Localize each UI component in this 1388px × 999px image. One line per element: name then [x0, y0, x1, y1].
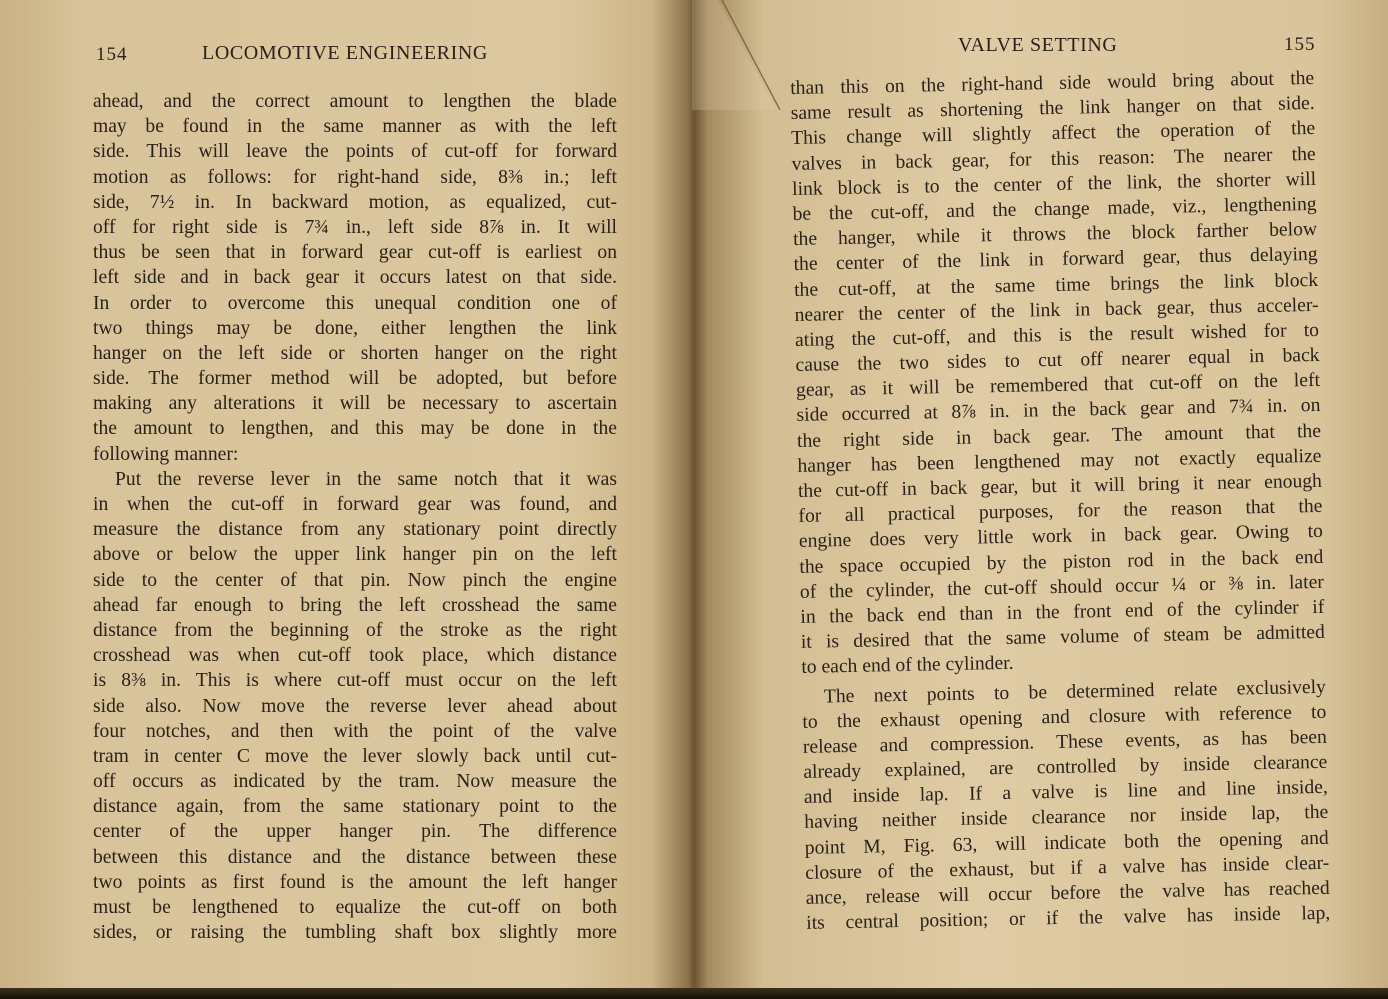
text-line: for all practical purposes, for the reason that the: [798, 496, 1323, 528]
text-line: the cut-off in back gear, but it will bring it near enough: [797, 470, 1323, 502]
text-line: than this on the right-hand side would bring about the: [790, 67, 1315, 99]
running-title: VALVE SETTING: [958, 34, 1118, 56]
page-body: [790, 66, 1330, 936]
text-line: and inside lap. If a valve is line and line inside,: [803, 777, 1328, 809]
text-line: side also. Now move the reverse lever ahead about: [93, 695, 617, 717]
text-line: hanger has been lengthened may not exactly equalize: [797, 445, 1322, 477]
text-line: left side and in back gear it occurs latest on that side.: [93, 267, 617, 289]
text-line: side. The former method will be adopted, but before: [93, 368, 617, 390]
text-line: In order to overcome this unequal condition one of: [93, 292, 617, 314]
running-title: LOCOMOTIVE ENGINEERING: [202, 42, 488, 64]
text-line: hanger on the left side or shorten hanger on the right: [93, 342, 617, 364]
right-page: [692, 0, 1388, 999]
text-line: is 8⅜ in. This is where cut-off must occur on the left: [93, 670, 617, 692]
text-line: closure of the exhaust, but if a valve has inside clear-: [805, 852, 1330, 884]
text-line: the right side in back gear. The amount that the: [796, 420, 1322, 452]
text-line: be the cut-off, and the change made, viz., lengthening: [792, 193, 1317, 225]
text-line: the center of the link in forward gear, thus delaying: [793, 244, 1318, 276]
text-line: The next points to be determined relate exclusively: [823, 676, 1327, 707]
text-line: center of the upper hanger pin. The difference: [93, 821, 617, 843]
text-line: already explained, are controlled by inside clearance: [803, 751, 1328, 783]
text-line: must be lengthened to equalize the cut-off on both: [93, 897, 617, 918]
text-line: This change will slightly affect the operation of the: [791, 118, 1316, 150]
text-line: motion as follows: for right-hand side, 8⅜ in.; left: [93, 166, 617, 188]
text-line: engine does very little work in back gear. Owing to: [798, 521, 1324, 553]
text-line: crosshead was when cut-off took place, which distance: [93, 645, 617, 667]
text-line: same result as shortening the link hanger on that side.: [790, 93, 1315, 125]
text-line: ahead far enough to bring the left crosshead the same: [93, 594, 617, 616]
text-line: measure the distance from any stationary point directly: [93, 519, 617, 541]
text-line: its central position; or if the valve has inside lap,: [806, 902, 1331, 935]
text-line: the cut-off, at the same time brings the link block: [793, 269, 1319, 301]
text-line: nearer the center of the link in back gear, thus acceler-: [794, 294, 1319, 326]
text-line: ahead, and the correct amount to lengthen the blade: [93, 91, 617, 112]
text-line: above or below the upper link hanger pin on the left: [93, 544, 617, 566]
text-line: two things may be done, either lengthen the link: [93, 317, 617, 339]
text-line: link block is to the center of the link, the shorter will: [791, 168, 1317, 200]
text-line: the hanger, while it throws the block farther below: [792, 219, 1318, 251]
left-page: [0, 0, 690, 999]
text-line: in when the cut-off in forward gear was found, and: [93, 494, 617, 515]
text-line: ance, release will occur before the valve has reached: [805, 877, 1330, 909]
text-line: tram in center C move the lever slowly back until cut-: [93, 745, 617, 767]
text-line: cause the two sides to cut off nearer equal in back: [795, 344, 1320, 377]
text-line: following manner:: [93, 443, 239, 465]
page-number: 155: [1284, 34, 1316, 55]
text-line: the amount to lengthen, and this may be done in the: [93, 418, 617, 440]
text-line: side. This will leave the points of cut-off for forward: [93, 141, 617, 163]
text-line: release and compression. These events, as has been: [802, 726, 1327, 758]
text-line: gear, as it will be remembered that cut-off on the left: [795, 370, 1321, 402]
text-line: ating the cut-off, and this is the result wished for to: [794, 319, 1320, 351]
text-line: sides, or raising the tumbling shaft box slightly more: [93, 922, 617, 944]
text-line: distance from the beginning of the stroke as the right: [93, 619, 617, 641]
text-line: valves in back gear, for this reason: The nearer the: [791, 143, 1316, 175]
book-bottom-edge: [0, 988, 1388, 999]
text-line: it is desired that the same volume of steam be admitted: [800, 621, 1325, 654]
text-line: off for right side is 7¾ in., left side 8⅞ in. It will: [93, 216, 617, 238]
text-line: to each end of the cylinder.: [801, 653, 1014, 679]
text-line: of the cylinder, the cut-off should occur ¼ or ⅜ in. later: [799, 571, 1325, 603]
text-line: point M, Fig. 63, will indicate both the opening and: [804, 827, 1329, 859]
text-line: side, 7½ in. In backward motion, as equalized, cut-: [93, 191, 617, 213]
text-line: in the back end than in the front end of the cylinder if: [800, 596, 1325, 628]
text-line: thus be seen that in forward gear cut-off is earliest on: [93, 242, 617, 264]
text-line: four notches, and then with the point of the valve: [93, 720, 617, 742]
text-line: having neither inside clearance nor inside lap, the: [804, 802, 1329, 834]
text-line: to the exhaust opening and closure with reference to: [802, 701, 1327, 733]
text-line: may be found in the same manner as with the left: [93, 116, 617, 138]
page-number: 154: [96, 44, 128, 65]
text-line: side occurred at 8⅞ in. in the back gear and 7¾ in. on: [796, 395, 1321, 427]
text-line: off occurs as indicated by the tram. Now measure the: [93, 771, 617, 793]
text-line: Put the reverse lever in the same notch that it was: [115, 468, 617, 490]
text-line: the space occupied by the piston rod in the back end: [799, 546, 1324, 578]
text-line: side to the center of that pin. Now pinch the engine: [93, 569, 617, 591]
text-line: making any alterations it will be necessary to ascertain: [93, 393, 617, 415]
text-line: distance again, from the same stationary point to the: [93, 796, 617, 818]
text-line: between this distance and the distance between these: [93, 846, 617, 868]
text-line: two points as first found is the amount the left hanger: [93, 871, 617, 893]
page-body: [93, 89, 617, 945]
